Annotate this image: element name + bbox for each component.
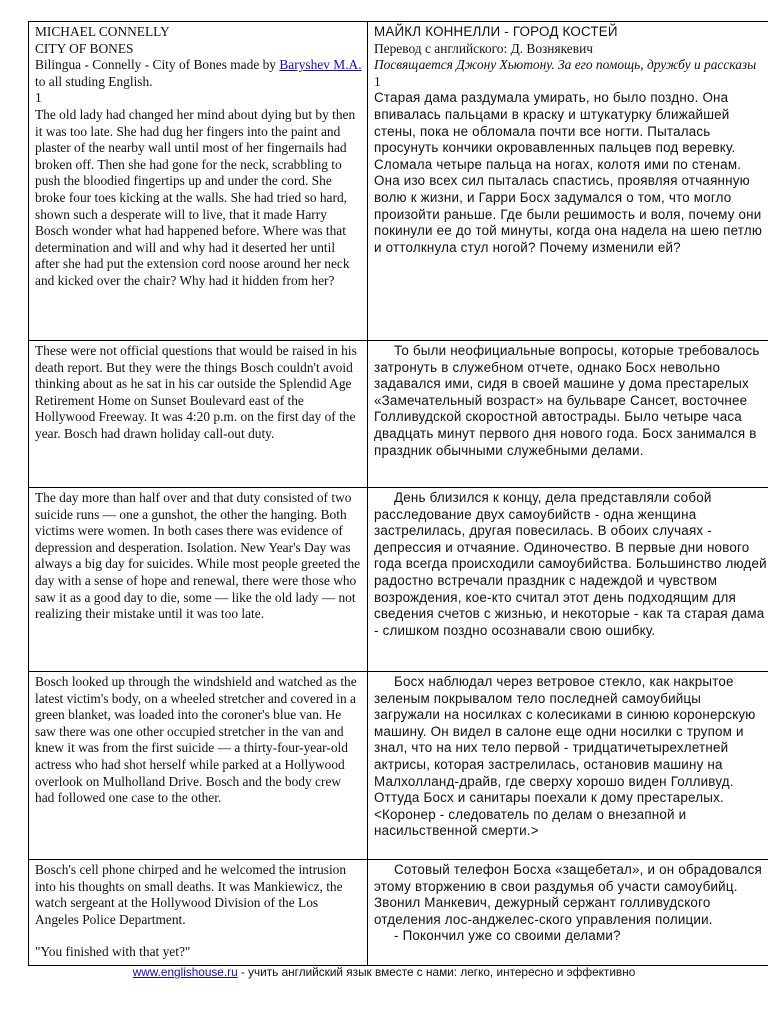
chapter-number: 1 <box>35 90 42 106</box>
site-link[interactable]: www.englishouse.ru <box>132 965 238 979</box>
english-paragraph: Bosch looked up through the windshield and watched as the latest victim's body, on a wheeled stretcher and covered in a green blanket, was loaded into the coroner's blue van. He saw there was one other occupied stretcher in the van and knew it was from the first suicide — a thirty-four-year-old actress who had shot herself while parked at a Hollywood overlook on Mulholland Drive. Bosch and the body crew had followed one case to the other. <box>35 674 357 806</box>
translator-line: Перевод с английского: Д. Вознякевич <box>374 40 593 56</box>
dedication-line: Посвящается Джону Хьютону. За его помощь, дружбу и рассказы <box>374 57 757 73</box>
table-row <box>29 488 768 672</box>
russian-paragraph: Сотовый телефон Босха «защебетал», и он обрадовался этому вторжению в свои раздумья об участи самоубийц. Звонил Манкевич, дежурный сержант голливудского отделения лос-анджелес-ского управления полиции. <box>374 862 762 927</box>
footer-text: - учить английский язык вместе с нами: легко, интересно и эффективно <box>237 965 636 979</box>
russian-cell <box>368 341 768 488</box>
russian-paragraph: День близился к концу, дела представляли собой расследование двух самоубийств - одна женщина застрелилась, другая повесилась. В обоих случаях - депрессия и отчаяние. Одиночество. В первые дни нового года всегда происходили самоубийства. Большинство людей радостно встречали праздник с надеждой и чувством возрождения, кое-кто считал этот день подходящим для сведения счетов с жизнью, и некоторые - как та старая дама - слишком поздно осознавали свою ошибку. <box>374 490 767 638</box>
russian-cell <box>368 488 768 672</box>
english-cell <box>29 488 368 672</box>
english-paragraph: The old lady had changed her mind about dying but by then it was too late. She had dug her fingers into the paint and plaster of the nearby wall until most of her fingernails had broken off. Then she had gone for the neck, scrabbling to push the bloodied fingertips up and under the cord. She broke four toes kicking at the walls. She had tried so hard, shown such a desperate will to live, that it made Harry Bosch wonder what had happened before. Where was that determination and will and why had it deserted her until after she had put the extension cord noose around her neck and kicked over the chair? Why had it hidden from her? <box>35 106 356 288</box>
credit-line <box>35 57 362 90</box>
table-row <box>29 22 768 341</box>
paragraph-spacer <box>35 928 362 944</box>
english-cell <box>29 22 368 341</box>
russian-cell <box>368 22 768 341</box>
english-paragraph: The day more than half over and that duty consisted of two suicide runs — one a gunshot, the other the hanging. Both victims were women. In both cases there was evidence of depression and desperation. Isolation. New Year's Day was always a big day for suicides. While most people greeted the day with a sense of hope and renewal, there were those who saw it as a good day to die, some — like the old lady — not realizing their mistake until it was too late. <box>35 490 361 622</box>
table-row <box>29 860 768 966</box>
russian-paragraph: То были неофициальные вопросы, которые требовалось затронуть в служебном отчете, однако Босх невольно задавался ими, сидя в своей машине у дома престарелых «Замечательный возраст» на бульваре Сансет, восточнее Голливудской скоростной автострады. Было четыре часа двадцать минут первого дня нового года. Босх занимался в праздник обычными служебными делами. <box>374 343 760 458</box>
author-link[interactable]: Baryshev M.A. <box>279 57 362 73</box>
english-paragraph: Bosch's cell phone chirped and he welcomed the intrusion into his thoughts on small deaths. It was Mankiewicz, the watch sergeant at the Hollywood Division of the Los Angeles Police Department. <box>35 862 347 927</box>
author-name: MICHAEL CONNELLY <box>35 24 170 39</box>
page-footer <box>0 965 768 979</box>
chapter-number-ru: 1 <box>374 73 381 89</box>
russian-cell <box>368 860 768 966</box>
english-cell <box>29 672 368 860</box>
table-row <box>29 341 768 488</box>
russian-paragraph: Босх наблюдал через ветровое стекло, как накрытое зеленым покрывалом тело последней самоубийцы загружали на носилках с колесиками в синюю коронерскую машину. Он видел в салоне еще одни носилки с трупом и знал, что на них тело первой - тридцатичетырехлетней актрисы, которая застрелилась, остановив машину на Малхолланд-драйв, где сверху хорошо виден Голливуд. Оттуда Босх и санитары поехали к дому престарелых. <Коронер - следователь по делам о внезапной и насильственной смерти.> <box>374 674 756 839</box>
book-title: CITY OF BONES <box>35 40 134 56</box>
credit-prefix: Bilingua - Connelly - City of Bones made by <box>35 57 277 73</box>
bilingual-table <box>28 21 768 966</box>
english-cell <box>29 860 368 966</box>
dialogue-line-ru: - Покончил уже со своими делами? <box>394 928 621 944</box>
english-paragraph: These were not official questions that would be raised in his death report. But they were the things Bosch couldn't avoid thinking about as he sat in his car outside the Splendid Age Retirement Home on Sunset Boulevard east of the Hollywood Freeway. It was 4:20 p.m. on the first day of the year. Bosch had drawn holiday call-out duty. <box>35 343 357 441</box>
table-row <box>29 672 768 860</box>
english-cell <box>29 341 368 488</box>
russian-paragraph: Старая дама раздумала умирать, но было поздно. Она впивалась пальцами в краску и штукатурку ближайшей стены, пока не обломала почти все ногти. Пыталась просунуть кончики окровавленных пальцев под веревку. Сломала четыре пальца на ногах, колотя ими по стенам. Она изо всех сил пыталась спастись, проявляя отчаянную волю к жизни, и Гарри Босх задумался о том, что могло произойти раньше. Где были решимость и воля, почему они покинули ее до той минуты, когда она надела на шею петлю и оттолкнула стул ногой? Почему изменили ей? <box>374 90 763 255</box>
credit-suffix: to all studing English. <box>35 73 153 89</box>
russian-title: МАЙКЛ КОННЕЛЛИ - ГОРОД КОСТЕЙ <box>374 24 618 39</box>
dialogue-line: "You finished with that yet?" <box>35 944 191 960</box>
russian-cell <box>368 672 768 860</box>
